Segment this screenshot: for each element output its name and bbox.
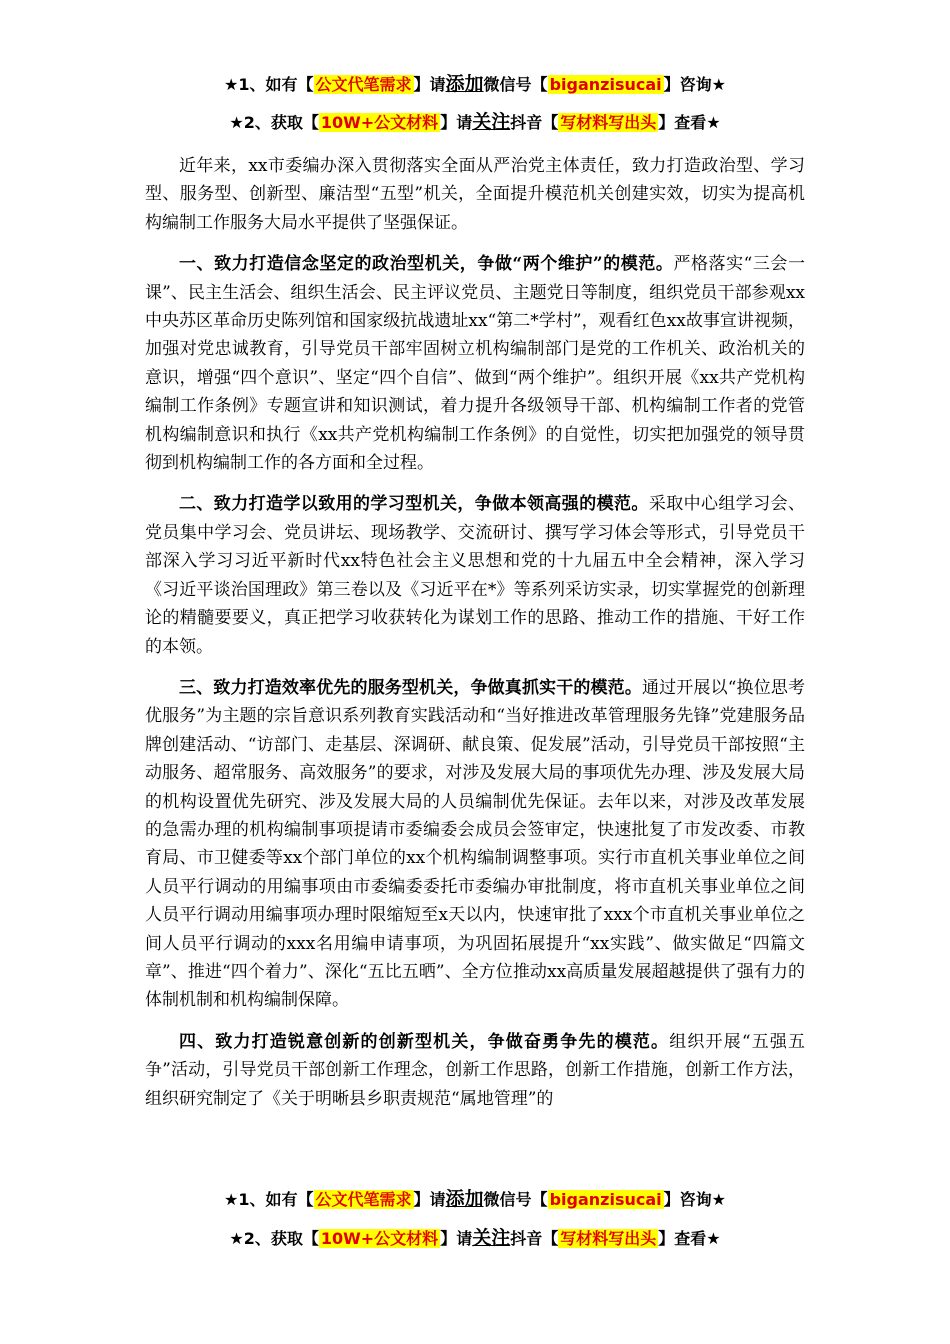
header-banner-line-2 [0, 110, 950, 135]
banner-text: 】请 [440, 113, 473, 132]
header-banner-line-1 [0, 72, 950, 97]
paragraph-text: 通过开展以“换位思考优服务”为主题的宗旨意识系列教育实践活动和“当好推进改革管理服务先锋”党建服务品牌创建活动、“访部门、走基层、深调研、献良策、促发展”活动，引导党员干部按照“主动服务、超常服务、高效服务”的要求，对涉及发展大局的事项优先办理、涉及发展大局的机构设置优先研究、涉及发展大局的人员编制优先保证。去年以来，对涉及改革发展的急需办理的机构编制事项提请市委编委会成员会签审定，快速批复了市发改委、市教育局、市卫健委等xx个部门单位的xx个机构编制调整事项。实行市直机关事业单位之间人员平行调动的用编事项由市委编委委托市委编办审批制度，将市直机关事业单位之间人员平行调动用编事项办理时限缩短至x天以内，快速审批了xxx个市直机关事业单位之间人员平行调动的xxx名用编申请事项，为巩固拓展提升“xx实践”、做实做足“四篇文章”、推进“四个着力”、深化“五比五晒”、全方位推动xx高质量发展超越提供了强有力的体制机制和机构编制保障。 [145, 677, 805, 1011]
banner-text: 】请 [413, 75, 446, 94]
paragraph-text: 严格落实“三会一课”、民主生活会、组织生活会、民主评议党员、主题党日等制度，组织党员干部参观xx中央苏区革命历史陈列馆和国家级抗战遗址xx“第二*学村”，观看红色xx故事宣讲视频，加强对党忠诚教育，引导党员干部牢固树立机构编制部门是党的工作机关、政治机关的意识，增强“四个意识”、坚定“四个自信”、做到“两个维护”。组织开展《xx共产党机构编制工作条例》专题宣讲和知识测试，着力提升各级领导干部、机构编制工作者的党管机构编制意识和执行《xx共产党机构编制工作条例》的自觉性，切实把加强党的领导贯彻到机构编制工作的各方面和全过程。 [145, 254, 805, 474]
footer-banner-line-2 [0, 1226, 950, 1251]
section-heading: 一、致力打造信念坚定的政治型机关，争做“两个维护”的模范。 [179, 254, 674, 275]
banner-wechat-id: biganzisucai [549, 1190, 662, 1209]
banner-emphasis: 添加 [445, 73, 484, 95]
section-paragraph-4 [145, 1028, 805, 1113]
banner-text: ★1、如有【 [224, 1190, 314, 1209]
paragraph-text: 近年来，xx市委编办深入贯彻落实全面从严治党主体责任，致力打造政治型、学习型、服务型、创新型、廉洁型“五型”机关，全面提升模范机关创建实效，切实为提高机构编制工作服务大局水平提供了坚强保证。 [145, 156, 805, 233]
banner-highlight: 10W+公文材料 [320, 1229, 439, 1248]
document-body [145, 152, 805, 1126]
banner-text: 】请 [440, 1229, 473, 1248]
banner-text: ★2、获取【 [229, 1229, 319, 1248]
banner-douyin-id: 写材料写出头 [560, 113, 657, 132]
banner-emphasis: 添加 [445, 1188, 484, 1210]
section-paragraph-1 [145, 250, 805, 477]
banner-emphasis: 关注 [472, 111, 511, 133]
banner-highlight: 公文代笔需求 [315, 1190, 412, 1209]
banner-text: 微信号【 [483, 75, 548, 94]
banner-emphasis: 关注 [472, 1227, 511, 1249]
banner-text: 微信号【 [483, 1190, 548, 1209]
banner-text: 】查看★ [658, 113, 721, 132]
banner-text: 】请 [413, 1190, 446, 1209]
paragraph-text: 组织开展“五强五争”活动，引导党员干部创新工作理念，创新工作思路，创新工作措施，创新工作方法，组织研究制定了《关于明晰县乡职责规范“属地管理”的 [145, 1031, 806, 1109]
banner-highlight: 公文代笔需求 [315, 75, 412, 94]
intro-paragraph [145, 152, 805, 237]
banner-text: 】查看★ [658, 1229, 721, 1248]
banner-highlight: 10W+公文材料 [320, 113, 439, 132]
banner-text: 】咨询★ [663, 1190, 726, 1209]
banner-text: 抖音【 [510, 113, 559, 132]
section-heading: 四、致力打造锐意创新的创新型机关，争做奋勇争先的模范。 [179, 1031, 670, 1052]
footer-banner-line-1 [0, 1187, 950, 1212]
section-heading: 二、致力打造学以致用的学习型机关，争做本领高强的模范。 [179, 494, 649, 515]
banner-text: 】咨询★ [663, 75, 726, 94]
section-paragraph-3 [145, 674, 805, 1015]
paragraph-text: 采取中心组学习会、党员集中学习会、党员讲坛、现场教学、交流研讨、撰写学习体会等形式，引导党员干部深入学习习近平新时代xx特色社会主义思想和党的十九届五中全会精神，深入学习《习近平谈治国理政》第三卷以及《习近平在*》等系列采访实录，切实掌握党的创新理论的精髓要要义，真正把学习收获转化为谋划工作的思路、推动工作的措施、干好工作的本领。 [145, 494, 806, 657]
banner-text: ★2、获取【 [229, 113, 319, 132]
section-heading: 三、致力打造效率优先的服务型机关，争做真抓实干的模范。 [179, 677, 642, 698]
banner-wechat-id: biganzisucai [549, 75, 662, 94]
banner-douyin-id: 写材料写出头 [560, 1229, 657, 1248]
banner-text: ★1、如有【 [224, 75, 314, 94]
section-paragraph-2 [145, 490, 805, 660]
banner-text: 抖音【 [510, 1229, 559, 1248]
